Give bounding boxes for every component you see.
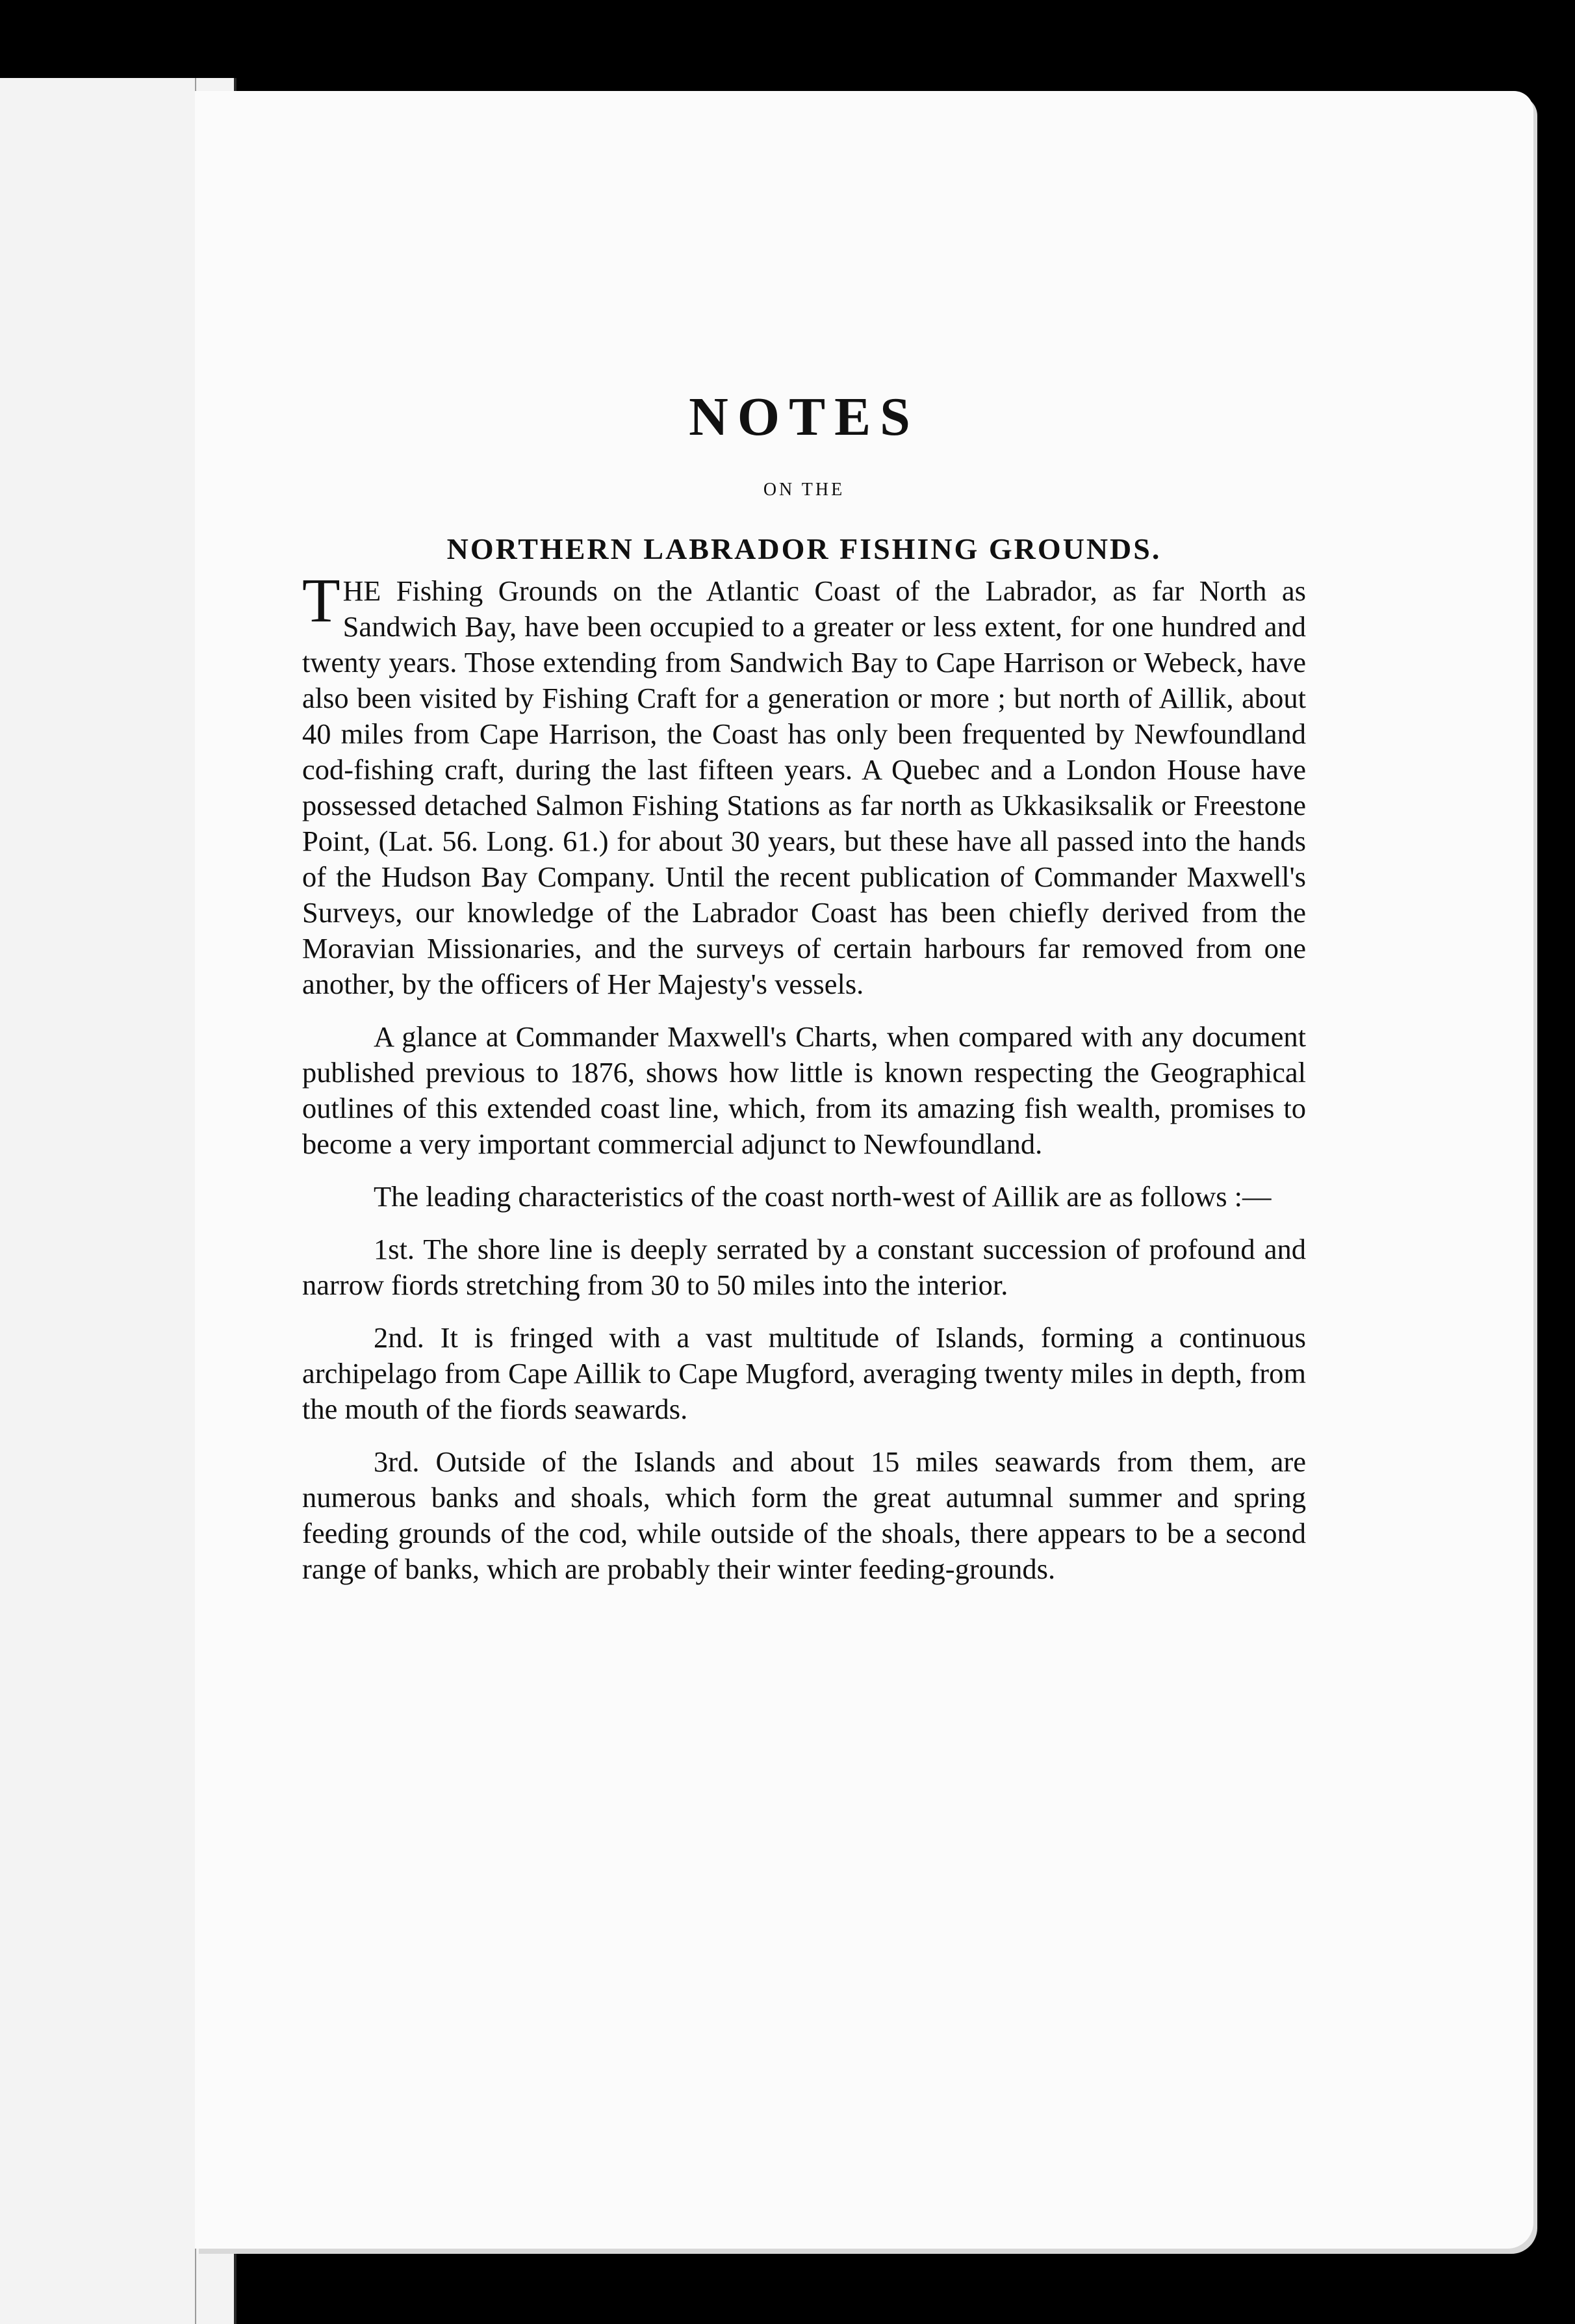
paragraph: A glance at Commander Maxwell's Charts, when compared with any document published previous to 1876, shows how little is known respecting the Geographical outlines of this extended coast line, which, from its amazing fish wealth, promises to become a very important commercial adjunct to Newfoundland.: [302, 1020, 1306, 1160]
paragraph-point-1: 1st. The shore line is deeply serrated by a constant succession of profound and narrow fiords stretching from 30 to 50 miles into the interior.: [302, 1233, 1306, 1301]
document-subtitle: ON THE: [763, 480, 845, 500]
left-page-fold: [0, 78, 196, 2324]
document-title: NOTES: [689, 387, 919, 447]
page-text: [302, 387, 1306, 1604]
drop-cap: T: [302, 565, 340, 635]
paragraph-text: Fishing Grounds on the Atlantic Coast of the Labrador, as far North as Sandwich Bay, have been occupied to a greater or less extent, for one hundred and twenty years. Those extending from Sandwich Bay to Cape Harrison or Webeck, have also been visited by Fishing Craft for a generation or more ; but north of Aillik, about 40 miles from Cape Harrison, the Coast has only been frequented by Newfoundland cod-fishing craft, during the last fifteen years. A Quebec and a London House have possessed detached Salmon Fishing Stations as far north as Ukkasiksalik or Freestone Point, (Lat. 56. Long. 61.) for about 30 years, but these have all passed into the hands of the Hudson Bay Company. Until the recent publication of Commander Maxwell's Surveys, our knowledge of the Labrador Coast has been chiefly derived from the Moravian Missionaries, and the surveys of certain harbours far removed from one another, by the officers of Her Majesty's vessels.: [302, 575, 1306, 1000]
lead-word: HE: [342, 575, 381, 607]
paragraph-intro: [302, 565, 1306, 1002]
paragraph-point-3: 3rd. Outside of the Islands and about 15 miles seawards from them, are numerous banks and shoals, which form the great autumnal summer and spring feeding grounds of the cod, while outside of the shoals, there appears to be a second range of banks, which are probably their winter feeding-grounds.: [302, 1445, 1306, 1585]
paragraph: The leading characteristics of the coast north-west of Aillik are as follows :—: [374, 1180, 1272, 1213]
paragraph-point-2: 2nd. It is fringed with a vast multitude of Islands, forming a continuous archipelago from Cape Aillik to Cape Mugford, averaging twenty miles in depth, from the mouth of the fiords seawards.: [302, 1321, 1306, 1425]
document-heading: NORTHERN LABRADOR FISHING GROUNDS.: [446, 532, 1162, 565]
